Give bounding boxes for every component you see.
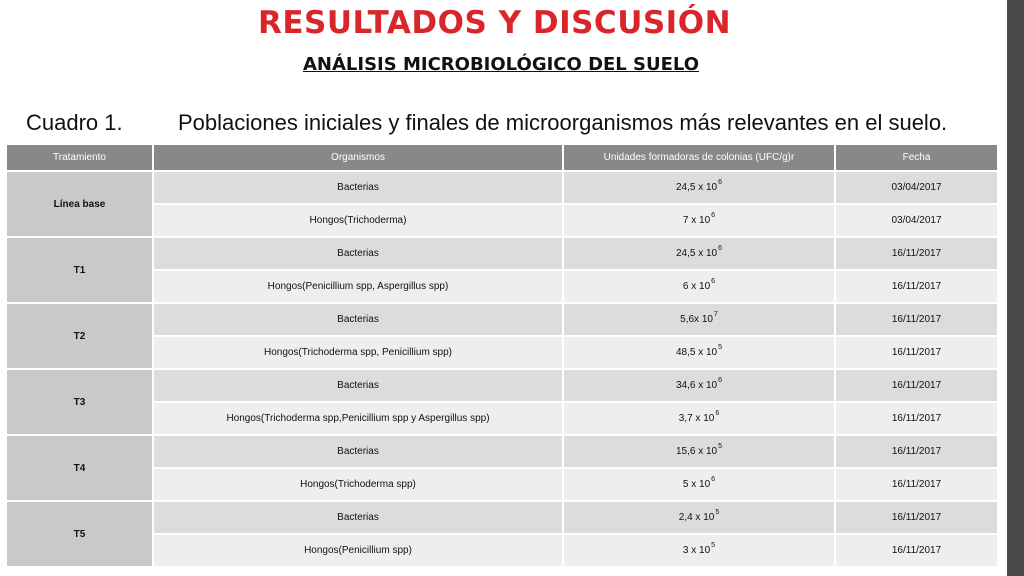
header-tratamiento: Tratamiento [6, 144, 153, 171]
treatment-cell: T3 [6, 369, 153, 435]
ufc-value: 5,6x 10 [680, 314, 713, 325]
date-cell: 16/11/2017 [835, 468, 998, 501]
organism-cell: Bacterias [153, 171, 563, 204]
ufc-exponent: 6 [715, 410, 720, 417]
ufc-exponent: 5 [718, 344, 723, 351]
ufc-exponent: 6 [718, 377, 723, 384]
ufc-value: 3 x 10 [682, 545, 711, 556]
table-row [6, 534, 998, 567]
date-cell: 03/04/2017 [835, 171, 998, 204]
ufc-cell [563, 534, 835, 567]
organism-cell: Bacterias [153, 435, 563, 468]
ufc-value: 5 x 10 [682, 479, 711, 490]
ufc-value: 24,5 x 10 [675, 248, 718, 259]
table-row [6, 270, 998, 303]
date-cell: 16/11/2017 [835, 237, 998, 270]
table-row [6, 369, 998, 402]
table-row [6, 435, 998, 468]
date-cell: 16/11/2017 [835, 369, 998, 402]
header-ufc: Unidades formadoras de colonias (UFC/g)r [563, 144, 835, 171]
slide-title: RESULTADOS Y DISCUSIÓN [258, 5, 732, 41]
organism-cell: Bacterias [153, 369, 563, 402]
slide-subtitle: ANÁLISIS MICROBIOLÓGICO DEL SUELO [303, 54, 700, 75]
ufc-exponent: 5 [718, 443, 723, 450]
ufc-cell [563, 402, 835, 435]
ufc-exponent: 6 [711, 476, 716, 483]
treatment-cell: T4 [6, 435, 153, 501]
date-cell: 16/11/2017 [835, 435, 998, 468]
table-row [6, 303, 998, 336]
ufc-exponent: 6 [718, 245, 723, 252]
ufc-value: 7 x 10 [682, 215, 711, 226]
ufc-cell [563, 435, 835, 468]
date-cell: 16/11/2017 [835, 534, 998, 567]
date-cell: 16/11/2017 [835, 336, 998, 369]
treatment-cell: Línea base [6, 171, 153, 237]
treatment-cell: T5 [6, 501, 153, 567]
ufc-cell [563, 204, 835, 237]
ufc-exponent: 6 [711, 278, 716, 285]
ufc-exponent: 6 [718, 179, 723, 186]
date-cell: 16/11/2017 [835, 501, 998, 534]
ufc-value: 2,4 x 10 [678, 512, 715, 523]
ufc-exponent: 7 [713, 311, 718, 318]
date-cell: 16/11/2017 [835, 303, 998, 336]
date-cell: 16/11/2017 [835, 270, 998, 303]
organism-cell: Bacterias [153, 303, 563, 336]
ufc-value: 48,5 x 10 [675, 347, 718, 358]
table-row [6, 237, 998, 270]
date-cell: 16/11/2017 [835, 402, 998, 435]
ufc-exponent: 5 [715, 509, 720, 516]
ufc-cell [563, 270, 835, 303]
table-body [6, 171, 998, 567]
date-cell: 03/04/2017 [835, 204, 998, 237]
table-row [6, 468, 998, 501]
ufc-exponent: 5 [711, 542, 716, 549]
organism-cell: Hongos(Trichoderma) [153, 204, 563, 237]
ufc-cell [563, 171, 835, 204]
organism-cell: Hongos(Penicillium spp, Aspergillus spp) [153, 270, 563, 303]
ufc-cell [563, 501, 835, 534]
ufc-cell [563, 336, 835, 369]
ufc-cell [563, 237, 835, 270]
organism-cell: Hongos(Trichoderma spp, Penicillium spp) [153, 336, 563, 369]
ufc-value: 6 x 10 [682, 281, 711, 292]
table-caption-text: Poblaciones iniciales y finales de microorganismos más relevantes en el suelo. [178, 110, 948, 135]
table-caption-label: Cuadro 1. [26, 110, 123, 135]
ufc-value: 3,7 x 10 [678, 413, 715, 424]
ufc-cell [563, 369, 835, 402]
organism-cell: Hongos(Trichoderma spp) [153, 468, 563, 501]
table-row [6, 501, 998, 534]
header-organismos: Organismos [153, 144, 563, 171]
ufc-cell [563, 303, 835, 336]
microorganism-table [5, 143, 999, 568]
ufc-cell [563, 468, 835, 501]
table-row [6, 402, 998, 435]
organism-cell: Hongos(Penicillium spp) [153, 534, 563, 567]
organism-cell: Bacterias [153, 237, 563, 270]
organism-cell: Hongos(Trichoderma spp,Penicillium spp y Aspergillus spp) [153, 402, 563, 435]
table-row [6, 171, 998, 204]
treatment-cell: T2 [6, 303, 153, 369]
table-row [6, 204, 998, 237]
slide-side-bar [1007, 0, 1024, 576]
header-fecha: Fecha [835, 144, 998, 171]
treatment-cell: T1 [6, 237, 153, 303]
ufc-value: 15,6 x 10 [675, 446, 718, 457]
ufc-value: 34,6 x 10 [675, 380, 718, 391]
organism-cell: Bacterias [153, 501, 563, 534]
ufc-exponent: 6 [711, 212, 716, 219]
table-row [6, 336, 998, 369]
table-header-row [6, 144, 998, 171]
ufc-value: 24,5 x 10 [675, 182, 718, 193]
